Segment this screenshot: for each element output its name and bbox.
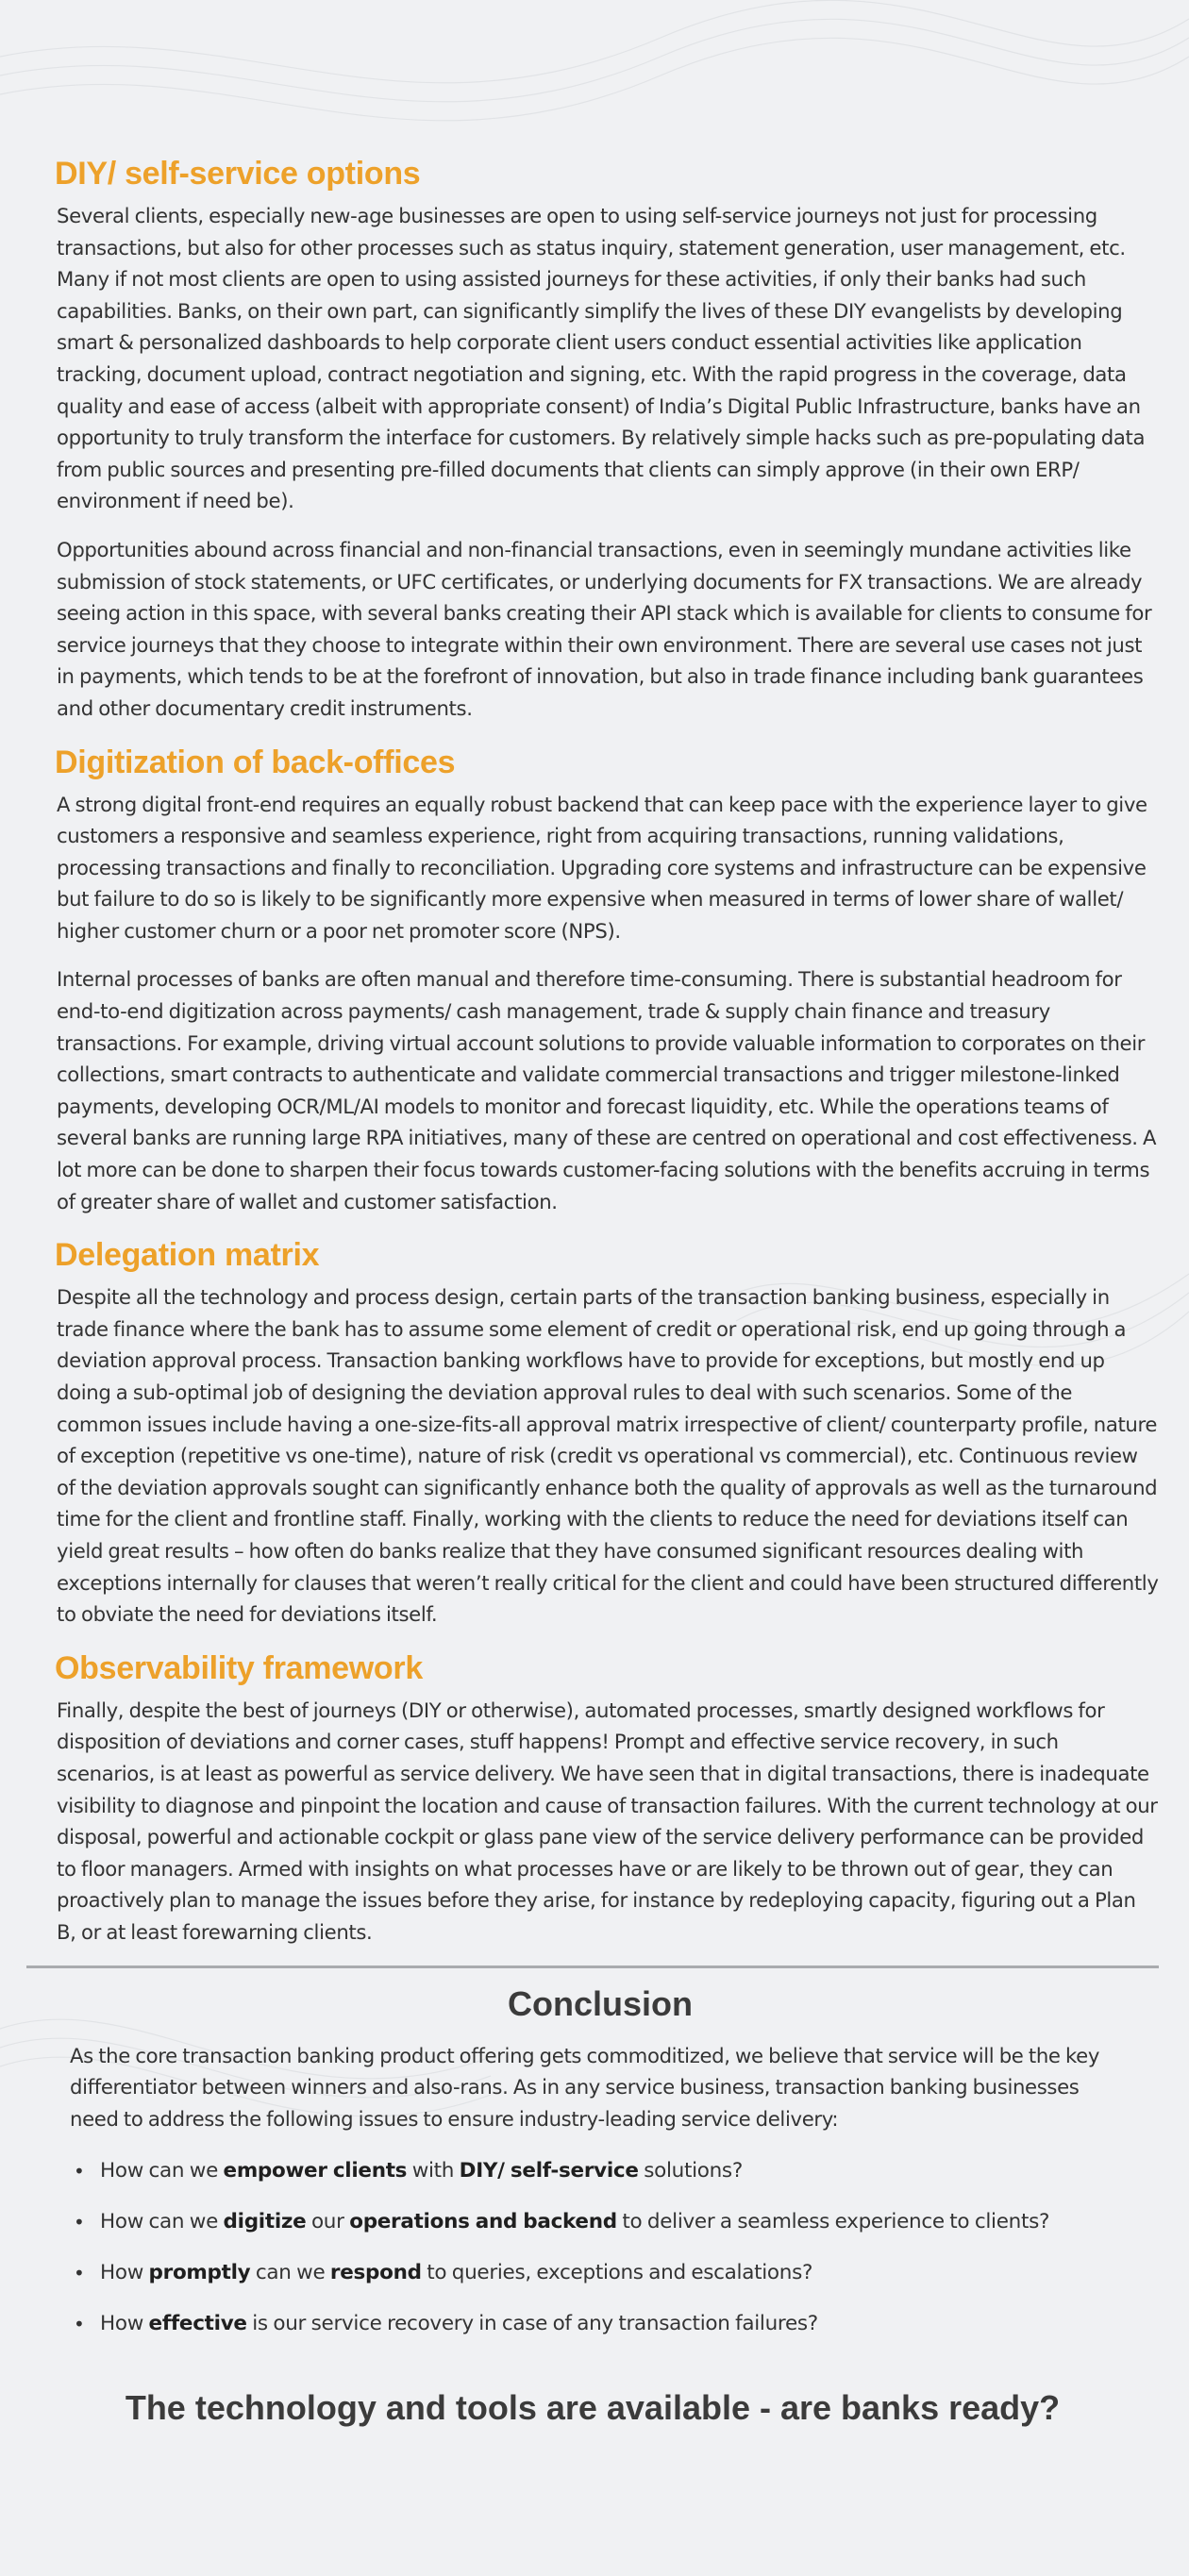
bullet-segment: to deliver a seamless experience to clients?	[616, 2210, 1050, 2234]
bullet-segment: How	[100, 2312, 149, 2336]
bullet-emphasis: promptly	[148, 2261, 251, 2285]
bullet-text	[100, 2259, 812, 2287]
conclusion-section	[55, 1983, 1159, 2430]
bullet-emphasis: digitize	[223, 2210, 307, 2234]
conclusion-bullet	[74, 2310, 1130, 2338]
section-heading: DIY/ self-service options	[55, 156, 421, 192]
bullet-segment: How can we	[100, 2210, 224, 2234]
bullet-segment: solutions?	[638, 2159, 743, 2183]
bullet-emphasis: respond	[329, 2261, 422, 2285]
section-observability-framework	[55, 1648, 1159, 1949]
section-divider	[26, 1965, 1159, 1968]
paragraph: A strong digital front-end requires an equally robust backend that can keep pace with the experience layer to give customers a responsive and seamless experience, right from acquiring transactions, running validations, processing transactions and finally to reconciliation. Upgrading core systems and infrastructure can be expensive but failure to do so is likely to be significantly more expensive when measured in terms of lower share of wallet/ higher customer churn or a poor net promoter score (NPS).	[57, 792, 1147, 943]
bullet-emphasis: operations and backend	[349, 2210, 617, 2234]
section-digitization-back-offices	[55, 742, 1159, 1218]
bullet-emphasis: empower clients	[223, 2159, 408, 2183]
bullet-dot-icon: •	[74, 2313, 85, 2336]
bullet-segment: How	[100, 2261, 149, 2285]
section-heading: Observability framework	[55, 1649, 423, 1686]
paragraph: Finally, despite the best of journeys (DIY or otherwise), automated processes, smartly designed workflows for disposition of deviations and corner cases, stuff happens! Prompt and effective service recovery, in such scenarios, is at least as powerful as service delivery. We have seen that in digital transactions, there is inadequate visibility to diagnose and pinpoint the location and cause of transaction failures. With the current technology at our disposal, powerful and actionable cockpit or glass pane view of the service delivery performance can be provided to floor managers. Armed with insights on what processes have or are likely to be thrown out of gear, they can proactively plan to manage the issues before they arise, for instance by redeploying capacity, figuring out a Plan B, or at least forewarning clients.	[57, 1698, 1158, 1944]
section-heading: Digitization of back-offices	[55, 744, 456, 780]
closing-statement: The technology and tools are available - are banks ready?	[125, 2388, 1061, 2428]
conclusion-title: Conclusion	[508, 1983, 693, 2023]
section-heading: Delegation matrix	[55, 1237, 320, 1274]
paragraph: Several clients, especially new-age businesses are open to using self-service journeys not just for processing transactions, but also for other processes such as status inquiry, statement generation, user management, etc. Many if not most clients are open to using assisted journeys for these activities, if only their banks had such capabilities. Banks, on their own part, can significantly simplify the lives of these DIY evangelists by developing smart & personalized dashboards to help corporate client users conduct essential activities like application tracking, document upload, contract negotiation and signing, etc. With the rapid progress in the coverage, data quality and ease of access (albeit with appropriate consent) of India’s Digital Public Infrastructure, banks have an opportunity to truly transform the interface for customers. By relatively simple hacks such as pre-populating data from public sources and presenting pre-filled documents that clients can simply approve (in their own ERP/ environment if need be).	[57, 204, 1146, 513]
bullet-dot-icon: •	[74, 2211, 85, 2234]
conclusion-bullet	[74, 2259, 1130, 2287]
paragraph: Opportunities abound across financial and non-financial transactions, even in seemingly mundane activities like submission of stock statements, or UFC certificates, or underlying documents for FX transactions. We are already seeing action in this space, with several banks creating their API stack which is available for clients to consume for service journeys that they choose to integrate within their own environment. There are several use cases not just in payments, which tends to be at the forefront of innovation, but also in trade finance including bank guarantees and other documentary credit instruments.	[57, 537, 1152, 720]
bullet-dot-icon: •	[74, 2262, 85, 2285]
paragraph: Internal processes of banks are often manual and therefore time-consuming. There is substantial headroom for end-to-end digitization across payments/ cash management, trade & supply chain finance and treasury transactions. For example, driving virtual account solutions to provide valuable information to corporates on their collections, smart contracts to authenticate and validate commercial transactions and trigger milestone-linked payments, developing OCR/ML/AI models to monitor and forecast liquidity, etc. While the operations teams of several banks are running large RPA initiatives, many of these are centred on operational and cost effectiveness. A lot more can be done to sharpen their focus towards customer-facing solutions with the benefits accruing in terms of greater share of wallet and customer satisfaction.	[57, 967, 1157, 1213]
bullet-text	[100, 2310, 818, 2338]
section-diy-self-service	[55, 153, 1159, 725]
bullet-text	[100, 2157, 743, 2185]
section-delegation-matrix	[55, 1234, 1159, 1631]
conclusion-intro: As the core transaction banking product offering gets commoditized, we believe that service will be the key differentiator between winners and also-rans. As in any service business, transaction banking businesses need to address the following issues to ensure industry-leading service delivery:	[70, 2043, 1100, 2131]
paragraph: Despite all the technology and process design, certain parts of the transaction banking business, especially in trade finance where the bank has to assume some element of credit or operational risk, end up going through a deviation approval process. Transaction banking workflows have to provide for exceptions, but mostly end up doing a sub-optimal job of designing the deviation approval rules to deal with such scenarios. Some of the common issues include having a one-size-fits-all approval matrix irrespective of client/ counterparty profile, nature of exception (repetitive vs one-time), nature of risk (credit vs operational vs commercial), etc. Continuous review of the deviation approvals sought can significantly enhance both the quality of approvals as well as the turnaround time for the client and frontline staff. Finally, working with the clients to reduce the need for deviations itself can yield great results – how often do banks realize that they have consumed significant resources dealing with exceptions internally for clauses that weren’t really critical for the client and could have been structured differently to obviate the need for deviations itself.	[57, 1285, 1159, 1627]
bullet-segment: to queries, exceptions and escalations?	[421, 2261, 813, 2285]
bullet-segment: can we	[250, 2261, 330, 2285]
conclusion-bullet-list	[74, 2157, 1130, 2338]
bullet-segment: is our service recovery in case of any transaction failures?	[246, 2312, 818, 2336]
bullet-emphasis: DIY/ self-service	[459, 2159, 639, 2183]
bullet-text	[100, 2208, 1049, 2236]
conclusion-bullet	[74, 2208, 1130, 2236]
conclusion-bullet	[74, 2157, 1130, 2185]
bullet-segment: How can we	[100, 2159, 224, 2183]
bullet-dot-icon: •	[74, 2160, 85, 2183]
bullet-emphasis: effective	[148, 2312, 247, 2336]
bullet-segment: with	[407, 2159, 460, 2183]
bullet-segment: our	[306, 2210, 350, 2234]
